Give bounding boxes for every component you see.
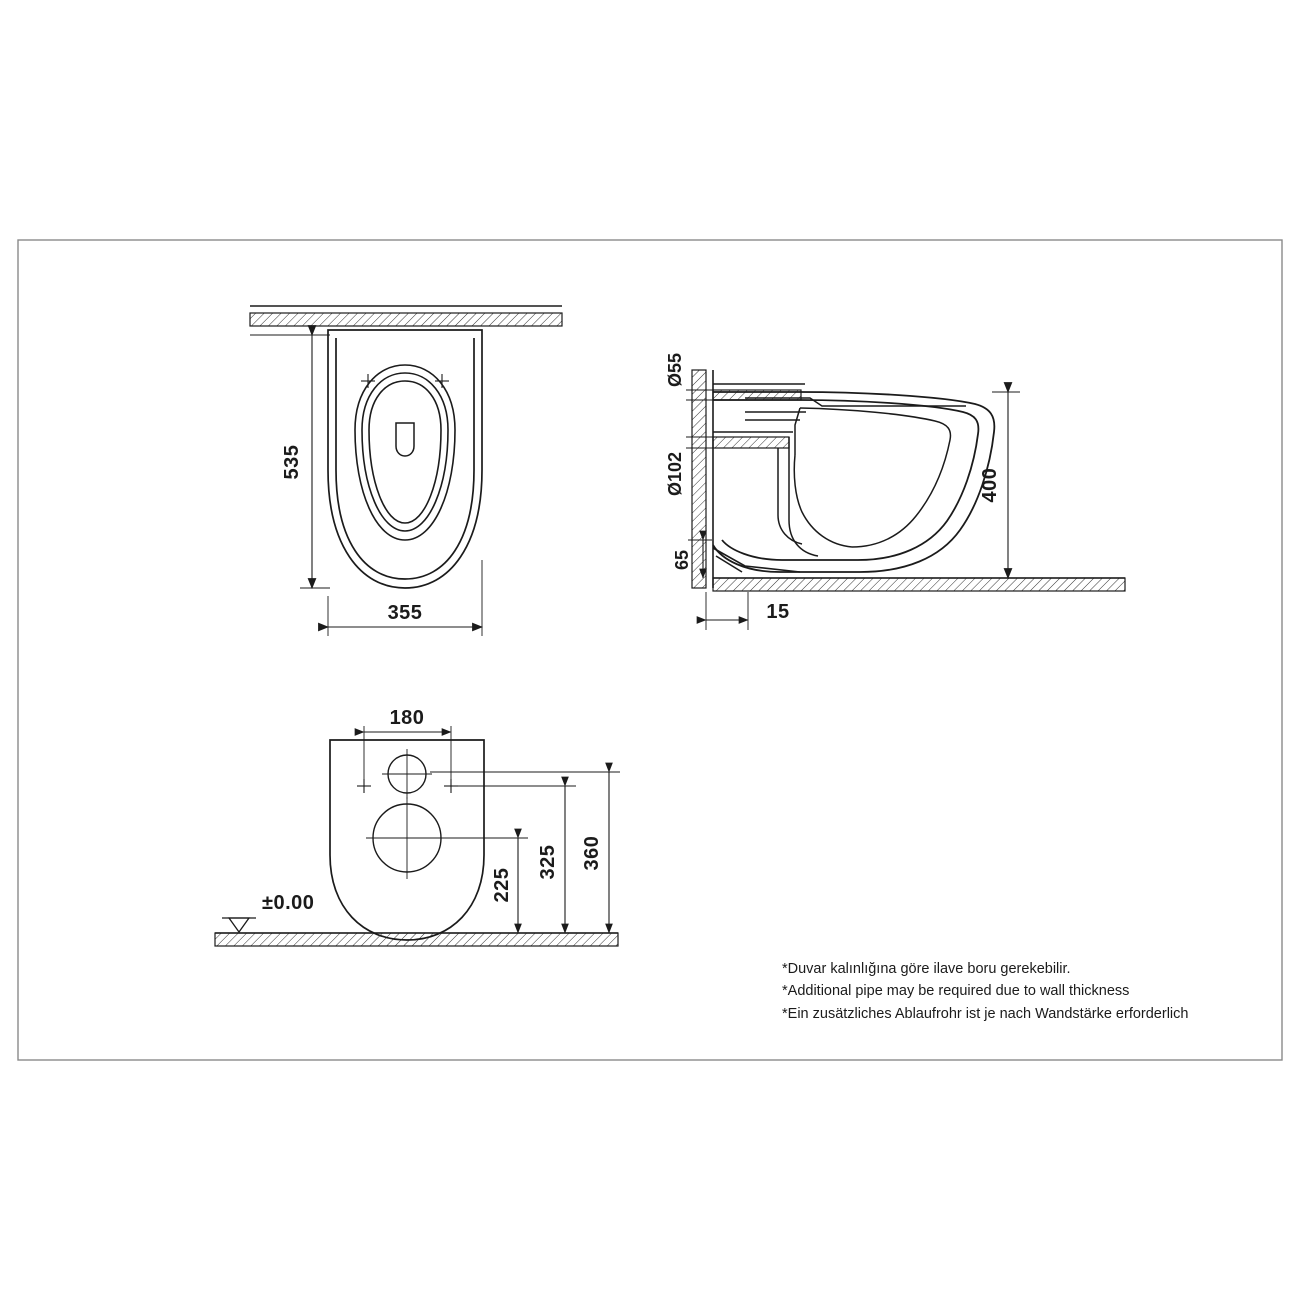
sheet-border — [18, 240, 1282, 1060]
note-line-tr: *Duvar kalınlığına göre ilave boru gerekebilir. — [782, 961, 1071, 977]
front-view-width-label: 355 — [387, 602, 423, 624]
side-view-lower-height-label: 65 — [672, 549, 692, 571]
plan-view-bolt-spacing-label: 180 — [389, 707, 425, 729]
side-view-outlet-dia-label: Ø55 — [665, 352, 685, 388]
notes-block — [782, 958, 1188, 1025]
plan-view-floor-hatch — [215, 933, 618, 946]
side-view-floor-hatch — [713, 578, 1125, 591]
plan-view-h360-label: 360 — [581, 835, 603, 871]
plan-view-datum-label: ±0.00 — [262, 892, 315, 914]
plan-view-h225-label: 225 — [491, 867, 513, 903]
side-view-wall-offset-label: 15 — [766, 601, 790, 623]
note-line-en: *Additional pipe may be required due to wall thickness — [782, 983, 1130, 1000]
note-line-de: *Ein zusätzliches Ablaufrohr ist je nach Wandstärke erforderlich — [782, 1005, 1189, 1022]
front-view-height-label: 535 — [281, 444, 303, 480]
side-view-projection-label: 400 — [979, 467, 1001, 503]
side-view-inlet-dia-label: Ø102 — [665, 451, 685, 497]
plan-view-h325-label: 325 — [537, 844, 559, 880]
